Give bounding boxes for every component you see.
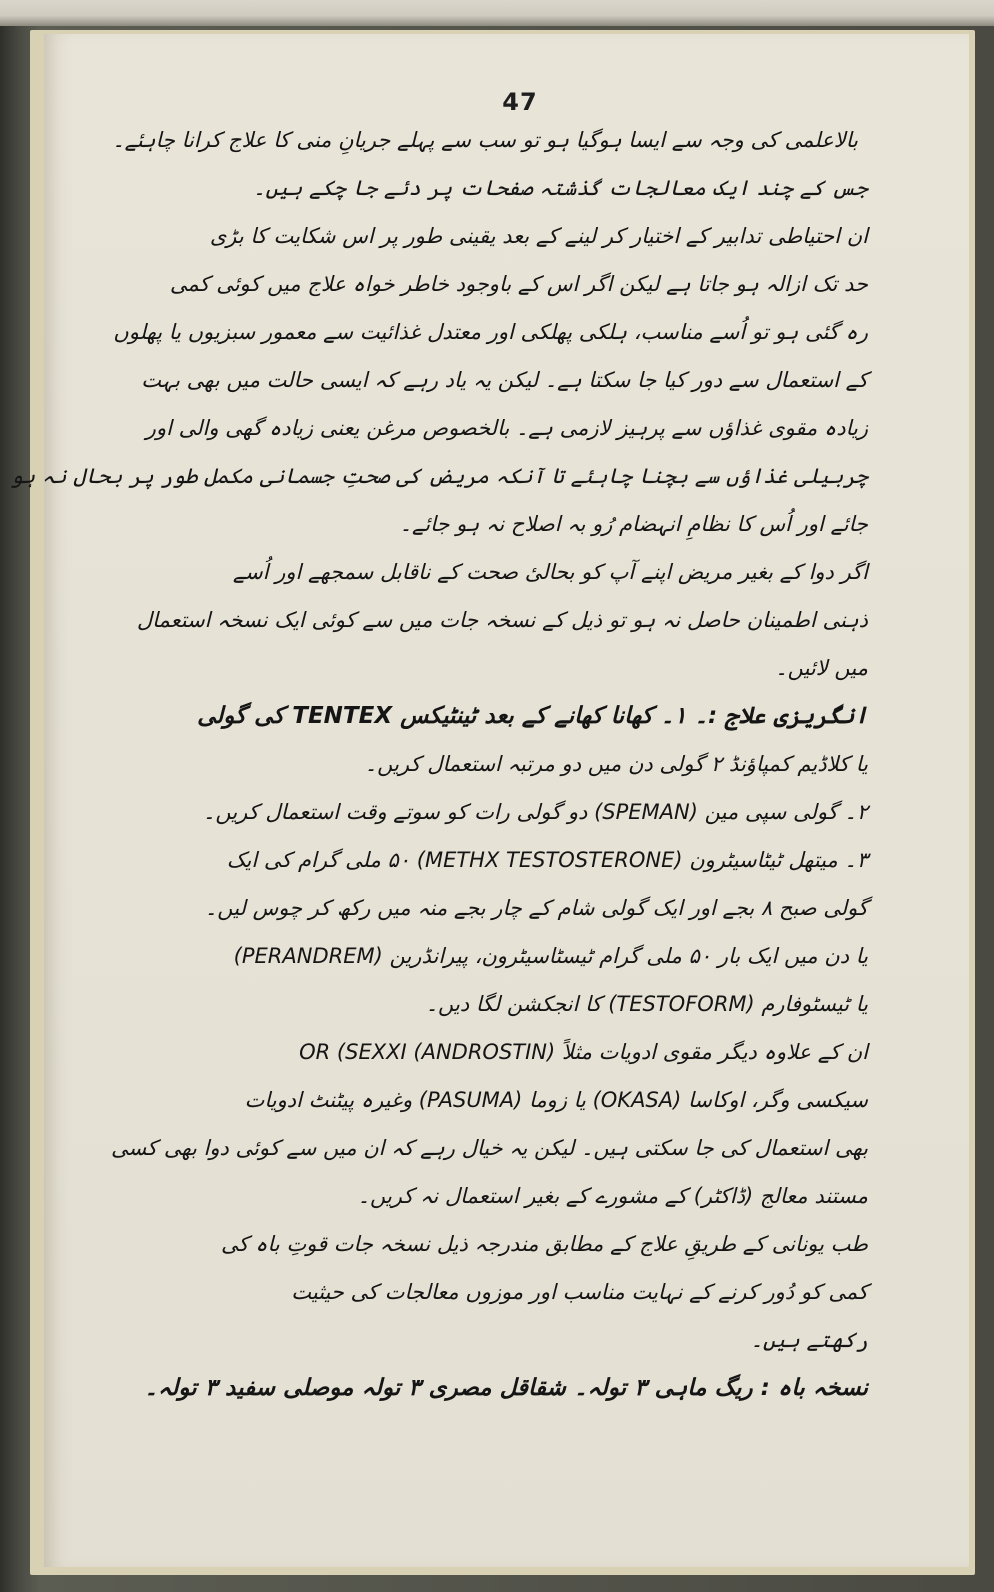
prescription-line: نسخہ باہ : ریگ ماہی ۳ تولہ۔ شقاقل مصری ۳ تولہ موصلی سفید ۳ تولہ۔ — [144, 1375, 868, 1401]
text-line: ۳۔ میتھل ٹیٹاسیٹرون (METHX TESTOSTERONE) ۵۰ ملی گرام کی ایک — [226, 848, 868, 872]
text-line: ۲۔ گولی سپی مین (SPEMAN) دو گولی رات کو سوتے وقت استعمال کریں۔ — [203, 800, 868, 824]
text-line: رکھتے ہیں۔ — [750, 1328, 868, 1352]
text-line: حد تک ازالہ ہو جاتا ہے لیکن اگر اس کے باوجود خاطر خواہ علاج میں کوئی کمی — [169, 272, 868, 296]
text-line: رہ گئی ہو تو اُسے مناسب، ہلکی پھلکی اور معتدل غذائیت سے معمور سبزیوں یا پھلوں — [113, 320, 868, 344]
text-line: ان کے علاوہ دیگر مقوی ادویات مثلاً (ANDROSTIN) OR (SEXXI — [299, 1040, 868, 1064]
text-line: زیادہ مقوی غذاؤں سے پرہیز لازمی ہے۔ بالخصوص مرغن یعنی زیادہ گھی والی اور — [145, 416, 868, 440]
text-line: طب یونانی کے طریقِ علاج کے مطابق مندرجہ ذیل نسخہ جات قوتِ باہ کی — [221, 1232, 868, 1256]
text-line: جائے اور اُس کا نظامِ انہضام رُو بہ اصلاح نہ ہو جائے۔ — [399, 512, 868, 536]
page-text — [10, 128, 868, 1424]
text-line: کے استعمال سے دور کیا جا سکتا ہے۔ لیکن یہ یاد رہے کہ ایسی حالت میں بھی بہت — [141, 368, 868, 392]
text-line: مستند معالج (ڈاکٹر) کے مشورے کے بغیر استعمال نہ کریں۔ — [357, 1184, 868, 1208]
text-line: بھی استعمال کی جا سکتی ہیں۔ لیکن یہ خیال رہے کہ ان میں سے کوئی دوا بھی کسی — [110, 1136, 868, 1160]
text-line: ان احتیاطی تدابیر کے اختیار کر لینے کے بعد یقینی طور پر اس شکایت کا بڑی — [209, 224, 868, 248]
text-line: چربیلی غذاؤں سے بچنا چاہئے تا آنکہ مریض کی صحتِ جسمانی مکمل طور پر بحال نہ ہو — [10, 464, 868, 488]
text-line: بالاعلمی کی وجہ سے ایسا ہوگیا ہو تو سب سے پہلے جریانِ منی کا علاج کرانا چاہئے۔ — [112, 128, 858, 152]
background-surface — [0, 0, 994, 26]
text-line: جس کے چند ایک معالجات گذشتہ صفحات پر دئے جا چکے ہیں۔ — [253, 176, 868, 200]
text-line: کمی کو دُور کرنے کے نہایت مناسب اور موزوں معالجات کی حیثیت — [291, 1280, 868, 1304]
text-line: یا ٹیسٹوفارم (TESTOFORM) کا انجکشن لگا دیں۔ — [425, 992, 868, 1016]
text-line: ذہنی اطمینان حاصل نہ ہو تو ذیل کے نسخہ جات میں سے کوئی ایک نسخہ استعمال — [136, 608, 868, 632]
text-line: یا دن میں ایک بار ۵۰ ملی گرام ٹیسٹاسیٹرون، پیرانڈرین (PERANDREM) — [233, 944, 868, 968]
text-line: اگر دوا کے بغیر مریض اپنے آپ کو بحالیٔ صحت کے ناقابل سمجھے اور اُسے — [232, 560, 868, 584]
page-number: 47 — [502, 88, 538, 116]
text-line: یا کلاڈیم کمپاؤنڈ ۲ گولی دن میں دو مرتبہ استعمال کریں۔ — [364, 752, 868, 776]
text-line: سیکسی وگر، اوکاسا (OKASA) یا زوما (PASUMA) وغیرہ پیٹنٹ ادویات — [244, 1088, 868, 1112]
text-line: گولی صبح ۸ بجے اور ایک گولی شام کے چار بجے منہ میں رکھ کر چوس لیں۔ — [204, 896, 868, 920]
text-line: میں لائیں۔ — [775, 656, 868, 680]
section-heading-line: انگریزی علاج :۔ ۱۔ کھانا کھانے کے بعد ٹینٹیکس TENTEX کی گولی — [197, 703, 868, 729]
